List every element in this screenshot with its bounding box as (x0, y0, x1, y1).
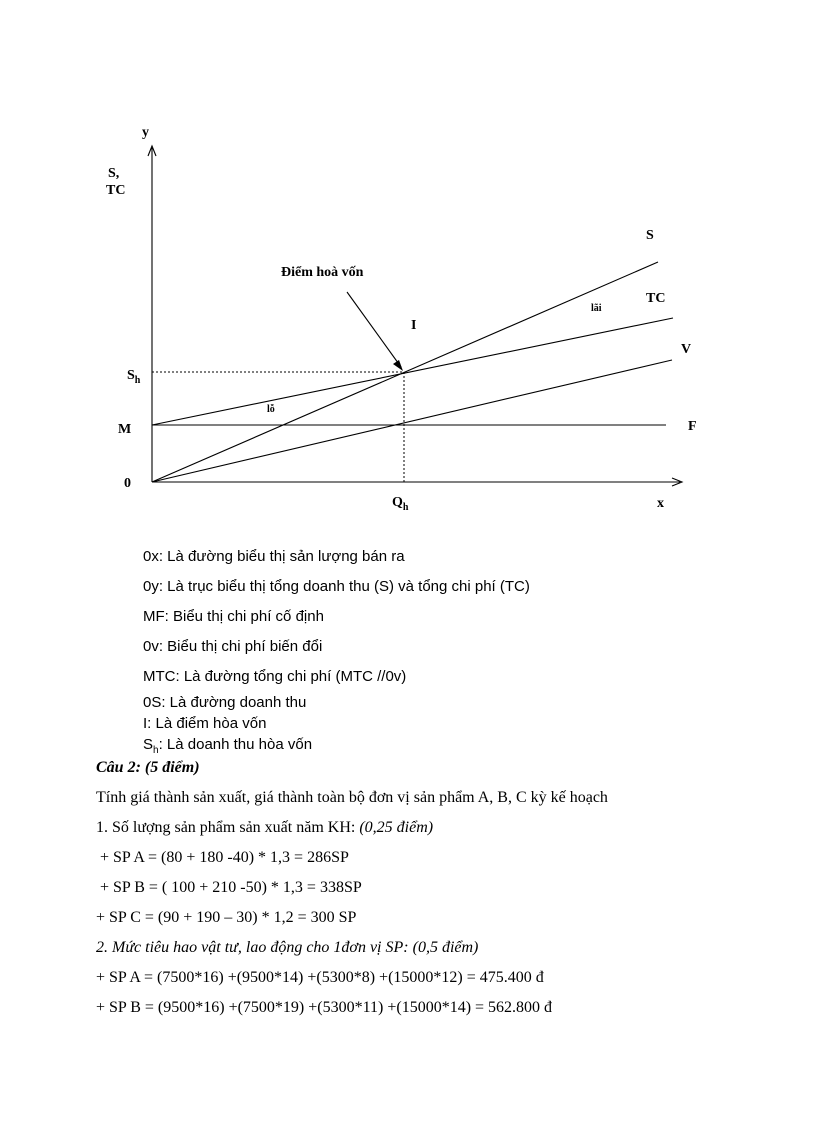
calc-line: + SP B = (9500*16) +(7500*19) +(5300*11) +(15000*14) = 562.800 đ (96, 999, 553, 1016)
breakeven-annotation: Điểm hoà vốn (281, 265, 364, 280)
calc-line: + SP B = ( 100 + 210 -50) * 1,3 = 338SP (100, 879, 362, 896)
revenue-line-s (152, 262, 658, 482)
x-axis-label: x (657, 496, 664, 511)
legend-item: 0x: Là đường biểu thị sản lượng bán ra (143, 548, 405, 565)
qh-label: $Q_h$ (392, 495, 409, 513)
y-axis-title-tc: TC (106, 183, 126, 198)
annotation-arrowhead (393, 360, 403, 371)
variable-cost-line-v (152, 360, 672, 482)
y-axis-title-s: S, (108, 166, 120, 181)
tc-line-label: TC (646, 291, 666, 306)
calc-line: + SP A = (80 + 180 -40) * 1,3 = 286SP (100, 849, 349, 866)
legend-item: MTC: Là đường tổng chi phí (MTC //0v) (143, 668, 407, 685)
item-2-title: 2. Mức tiêu hao vật tư, lao động cho 1đơn vị SP: (0,5 điểm) (96, 939, 479, 956)
loss-region-label: lỗ (267, 404, 275, 415)
legend-item: 0y: Là trục biểu thị tổng doanh thu (S) và tổng chi phí (TC) (143, 578, 530, 595)
calc-line: + SP C = (90 + 190 – 30) * 1,2 = 300 SP (96, 909, 357, 926)
breakeven-diagram (0, 0, 816, 530)
legend-item-sh: $S_h$: Là doanh thu hòa vốn (143, 736, 313, 756)
sh-label: $S_h$ (127, 368, 141, 386)
legend-item: 0S: Là đường doanh thu (143, 694, 307, 711)
section-intro: Tính giá thành sản xuất, giá thành toàn bộ đơn vị sản phẩm A, B, C kỳ kế hoạch (96, 789, 608, 806)
total-cost-line-tc (152, 318, 673, 425)
m-label: M (118, 422, 132, 437)
s-line-label: S (646, 228, 654, 243)
annotation-arrow (347, 292, 401, 367)
origin-label: 0 (124, 476, 131, 491)
f-line-label: F (688, 419, 697, 434)
legend-item: I: Là điểm hòa vốn (143, 715, 267, 732)
profit-region-label: lãi (591, 303, 602, 314)
section-heading: Câu 2: (5 điểm) (96, 759, 200, 776)
v-line-label: V (681, 342, 692, 357)
diagram-legend (143, 542, 530, 761)
legend-item: MF: Biểu thị chi phí cố định (143, 608, 324, 625)
question-2-section (96, 753, 796, 1023)
legend-item: 0v: Biểu thị chi phí biến đổi (143, 638, 323, 655)
point-i-label: I (411, 318, 417, 333)
item-1-title: 1. Số lượng sản phẩm sản xuất năm KH: (0,25 điểm) (96, 819, 434, 836)
calc-line: + SP A = (7500*16) +(9500*14) +(5300*8) +(15000*12) = 475.400 đ (96, 969, 544, 986)
y-axis-label: y (142, 125, 149, 140)
